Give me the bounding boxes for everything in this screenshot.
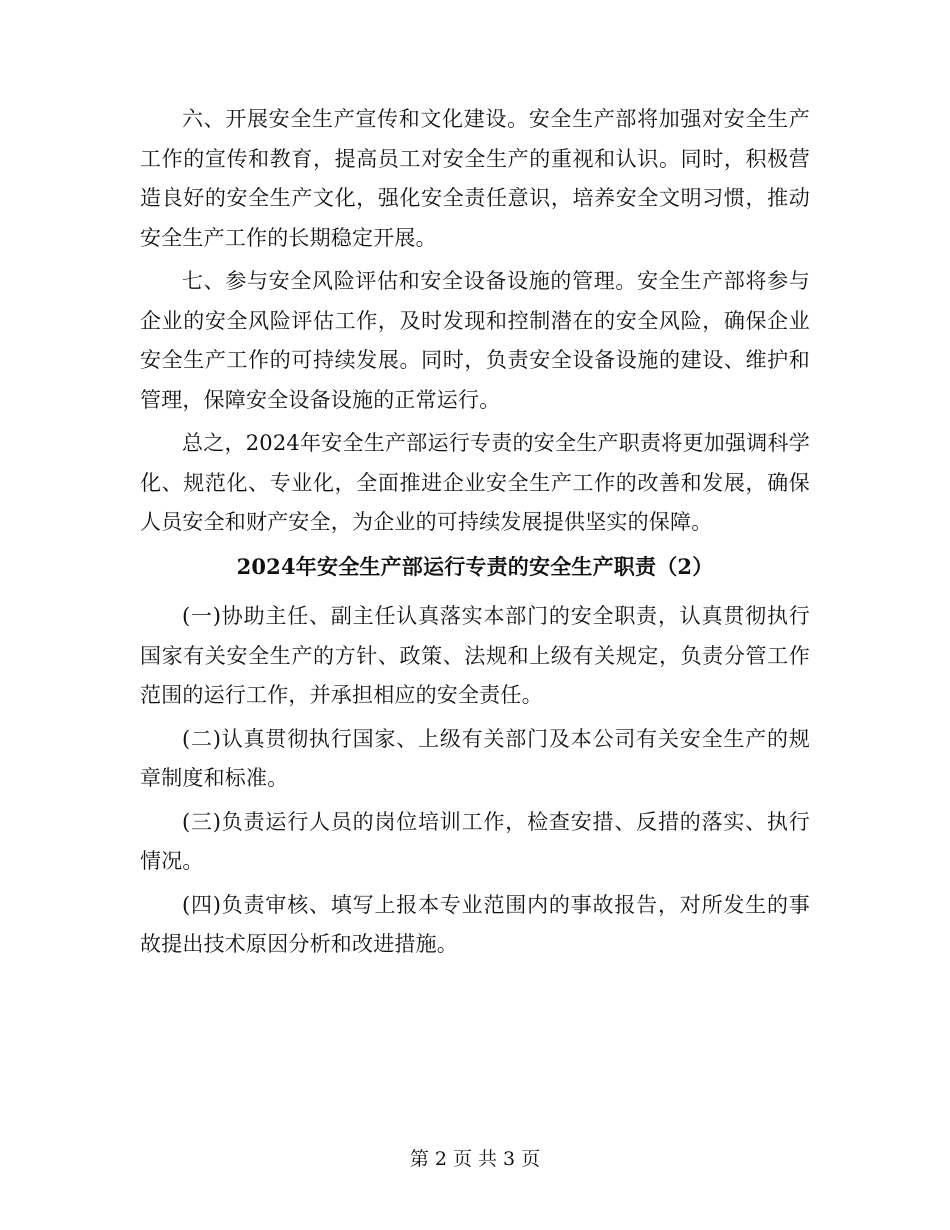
paragraph-item-2: (二)认真贯彻执行国家、上级有关部门及本公司有关安全生产的规章制度和标准。 (140, 726, 810, 790)
paragraph-summary: 总之，2024年安全生产部运行专责的安全生产职责将更加强调科学化、规范化、专业化，全面推进企业安全生产工作的改善和发展，确保人员安全和财产安全，为企业的可持续发展提供坚实的保障。 (140, 431, 810, 534)
footer-mid: 页 共 (452, 1148, 498, 1170)
paragraph-item-4: (四)负责审核、填写上报本专业范围内的事故报告，对所发生的事故提出技术原因分析和改进措施。 (140, 892, 810, 956)
paragraph-seven: 七、参与安全风险评估和安全设备设施的管理。安全生产部将参与企业的安全风险评估工作，及时发现和控制潜在的安全风险，确保企业安全生产工作的可持续发展。同时，负责安全设备设施的建设、维护和管理，保障安全设备设施的正常运行。 (140, 269, 810, 412)
paragraph-six: 六、开展安全生产宣传和文化建设。安全生产部将加强对安全生产工作的宣传和教育，提高员工对安全生产的重视和认识。同时，积极营造良好的安全生产文化，强化安全责任意识，培养安全文明习惯，推动安全生产工作的长期稳定开展。 (140, 107, 810, 250)
paragraph-item-3: (三)负责运行人员的岗位培训工作，检查安措、反措的落实、执行情况。 (140, 809, 810, 873)
footer-total-pages: 3 (503, 1148, 516, 1170)
paragraph-item-1: (一)协助主任、副主任认真落实本部门的安全职责，认真贯彻执行国家有关安全生产的方针、政策、法规和上级有关规定，负责分管工作范围的运行工作，并承担相应的安全责任。 (140, 604, 810, 707)
footer-current-page: 2 (434, 1148, 447, 1170)
footer-prefix: 第 (409, 1148, 429, 1170)
page-footer (0, 1146, 950, 1172)
document-body (140, 100, 810, 969)
section-heading: 2024年安全生产部运行专责的安全生产职责（2） (236, 553, 714, 579)
footer-suffix: 页 (521, 1148, 541, 1170)
